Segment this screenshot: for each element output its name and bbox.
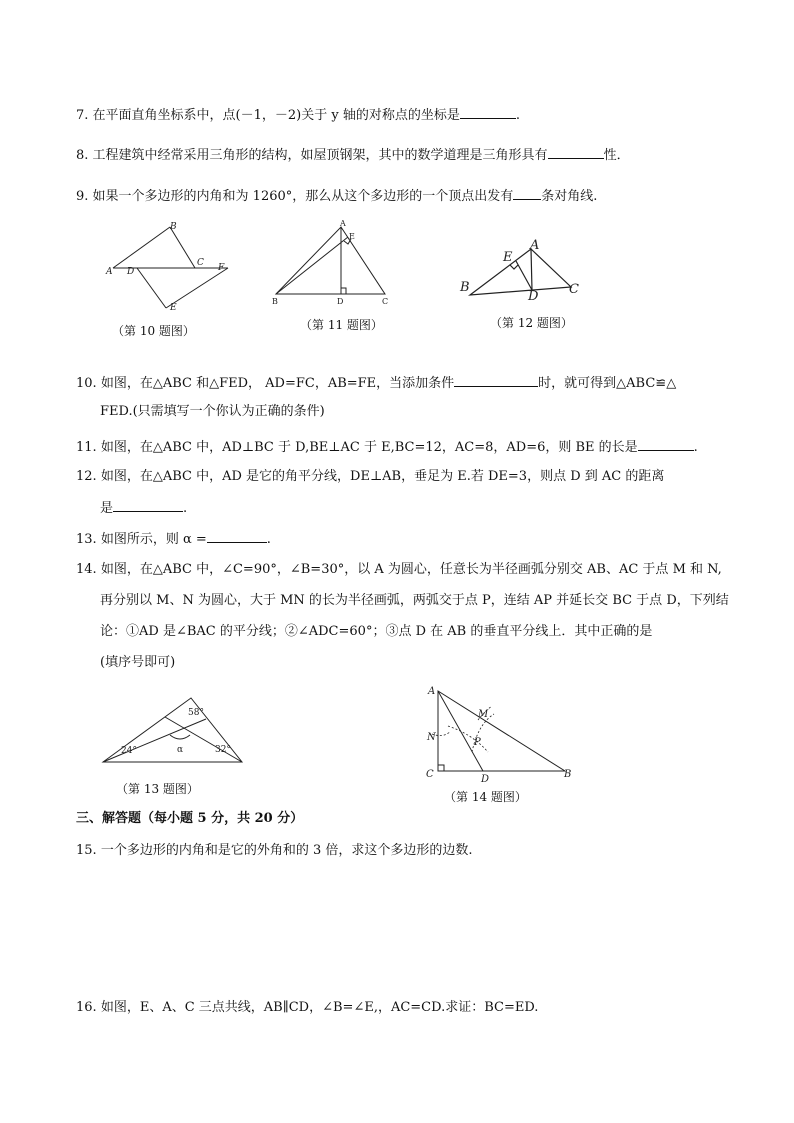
fig14-right-angle-c	[438, 765, 444, 771]
question-10	[76, 374, 676, 392]
fig14-caption: （第 14 题图）	[444, 790, 527, 804]
q13-answer-blank[interactable]	[207, 530, 267, 543]
q12-line2	[100, 499, 187, 517]
fig13-angle-top: 58°	[188, 708, 204, 718]
fig11-triangle-abc	[276, 227, 385, 294]
fig10-label-e: E	[170, 303, 177, 313]
fig12-label-b: B	[460, 280, 470, 295]
fig12-triangle-abc	[470, 249, 571, 295]
fig13-alpha-arc	[170, 735, 190, 739]
fig13-caption: （第 13 题图）	[116, 782, 199, 796]
q12-answer-blank[interactable]	[113, 499, 183, 512]
q16-text: 如图，E、A、C 三点共线，AB∥CD，∠B=∠E,，AC=CD.求证：BC=ED.	[100, 1000, 539, 1015]
fig11-label-a: A	[340, 219, 346, 228]
q15-number: 15.	[76, 843, 97, 858]
q14-line4: (填序号即可)	[100, 655, 176, 670]
fig14-label-a: A	[428, 686, 436, 697]
q10-text-mid: 时，就可得到△ABC≌△	[538, 376, 677, 391]
fig10-label-b: B	[170, 222, 177, 232]
fig12-line-de	[516, 261, 532, 290]
fig10-label-f: F	[218, 263, 225, 273]
fig13-angle-left: 24°	[121, 746, 137, 756]
section-3-heading: 三、解答题（每小题 5 分，共 20 分）	[76, 811, 304, 826]
question-15	[76, 843, 473, 859]
q11-text: 如图，在△ABC 中，AD⊥BC 于 D,BE⊥AC 于 E,BC=12，AC=8，AD=6，则 BE 的长是	[100, 440, 638, 455]
q12-text: 如图，在△ABC 中，AD 是它的角平分线，DE⊥AB，垂足为 E.若 DE=3，则点 D 到 AC 的距离	[100, 469, 665, 484]
question-12	[76, 469, 664, 485]
q14-number: 14.	[76, 562, 97, 577]
fig13-angle-alpha: α	[177, 745, 184, 755]
q8-number: 8.	[76, 148, 89, 163]
q11-end: .	[693, 440, 698, 455]
fig12-right-angle-e	[510, 265, 518, 269]
fig14-label-p: P	[474, 737, 481, 748]
fig11-caption: （第 11 题图）	[300, 318, 383, 332]
fig13-angle-right: 32°	[215, 745, 231, 755]
q16-number: 16.	[76, 1000, 97, 1015]
q13-text: 如图所示，则 α =	[100, 532, 207, 547]
q10-line2: FED.(只需填写一个你认为正确的条件)	[100, 404, 325, 419]
fig11-label-b: B	[272, 297, 278, 306]
question-7	[76, 106, 520, 124]
q11-answer-blank[interactable]	[638, 438, 694, 451]
fig13-line-right	[165, 717, 242, 762]
fig10-label-d: D	[127, 267, 135, 277]
question-13	[76, 530, 271, 548]
figure-14	[420, 684, 580, 784]
q7-number: 7.	[76, 108, 89, 123]
fig11-label-d: D	[337, 297, 344, 306]
q8-text: 工程建筑中经常采用三角形的结构，如屋顶钢架，其中的数学道理是三角形具有	[92, 148, 548, 163]
fig12-caption: （第 12 题图）	[490, 316, 573, 330]
fig14-label-d: D	[481, 774, 490, 784]
question-16	[76, 1000, 538, 1016]
fig14-label-m: M	[478, 709, 489, 720]
question-14	[76, 562, 722, 578]
fig10-label-c: C	[197, 258, 204, 268]
fig14-label-c: C	[426, 769, 434, 780]
fig11-line-be	[276, 237, 348, 294]
fig14-label-b: B	[564, 769, 572, 780]
fig12-label-e: E	[503, 250, 513, 265]
q7-text: 在平面直角坐标系中，点(－1，－2)关于 y 轴的对称点的坐标是	[92, 108, 460, 123]
question-8	[76, 146, 630, 164]
q12-end: .	[183, 501, 188, 516]
fig14-arc-from-n	[448, 726, 488, 752]
fig10-line-ef	[166, 268, 228, 308]
q7-answer-blank[interactable]	[460, 106, 516, 119]
q12-line2-start: 是	[100, 501, 114, 516]
q12-number: 12.	[76, 469, 97, 484]
fig10-label-a: A	[106, 267, 113, 277]
fig12-label-a: A	[530, 238, 540, 253]
q8-end: 性．	[603, 148, 630, 163]
fig10-line-ab	[113, 227, 170, 268]
q7-end: .	[515, 108, 520, 123]
fig12-label-d: D	[528, 289, 539, 304]
fig14-label-n: N	[427, 732, 436, 743]
figure-13	[96, 690, 250, 770]
fig10-line-de	[137, 268, 166, 308]
figure-11	[268, 218, 398, 308]
q14-line2: 再分别以 M、N 为圆心，大于 MN 的长为半径画弧，两弧交于点 P，连结 AP 并延长交 BC 于点 D，下列结	[100, 593, 729, 608]
q9-number: 9.	[76, 189, 89, 204]
q13-end: .	[266, 532, 271, 547]
q10-answer-blank[interactable]	[454, 374, 538, 387]
question-9	[76, 187, 597, 205]
figure-10	[100, 218, 240, 318]
q14-line3: 论：①AD 是∠BAC 的平分线；②∠ADC=60°；③点 D 在 AB 的垂直平分线上．其中正确的是	[100, 624, 653, 639]
q10-number: 10.	[76, 376, 97, 391]
q9-text: 如果一个多边形的内角和为 1260°，那么从这个多边形的一个顶点出发有	[92, 189, 514, 204]
fig10-caption: （第 10 题图）	[112, 324, 195, 338]
fig14-triangle-acb	[438, 691, 565, 771]
fig13-line-left	[103, 719, 206, 762]
fig11-label-e: E	[349, 232, 355, 241]
fig10-line-bc	[170, 227, 195, 268]
q15-text: 一个多边形的内角和是它的外角和的 3 倍，求这个多边形的边数.	[100, 843, 473, 858]
q14-line1: 如图，在△ABC 中，∠C=90°，∠B=30°，以 A 为圆心，任意长为半径画弧分别交 AB、AC 于点 M 和 N,	[100, 562, 722, 577]
q9-end: 条对角线.	[541, 189, 598, 204]
fig12-bisector-ad	[531, 249, 532, 290]
question-11	[76, 438, 698, 456]
q10-text: 如图，在△ABC 和△FED， AD=FC，AB=FE，当添加条件	[100, 376, 455, 391]
q13-number: 13.	[76, 532, 97, 547]
fig12-label-c: C	[569, 282, 579, 297]
figure-12	[458, 234, 598, 309]
fig11-label-c: C	[382, 297, 389, 306]
q11-number: 11.	[76, 440, 97, 455]
q8-answer-blank[interactable]	[548, 146, 604, 159]
fig11-right-angle-d	[341, 288, 346, 294]
q9-answer-blank[interactable]	[513, 187, 541, 200]
